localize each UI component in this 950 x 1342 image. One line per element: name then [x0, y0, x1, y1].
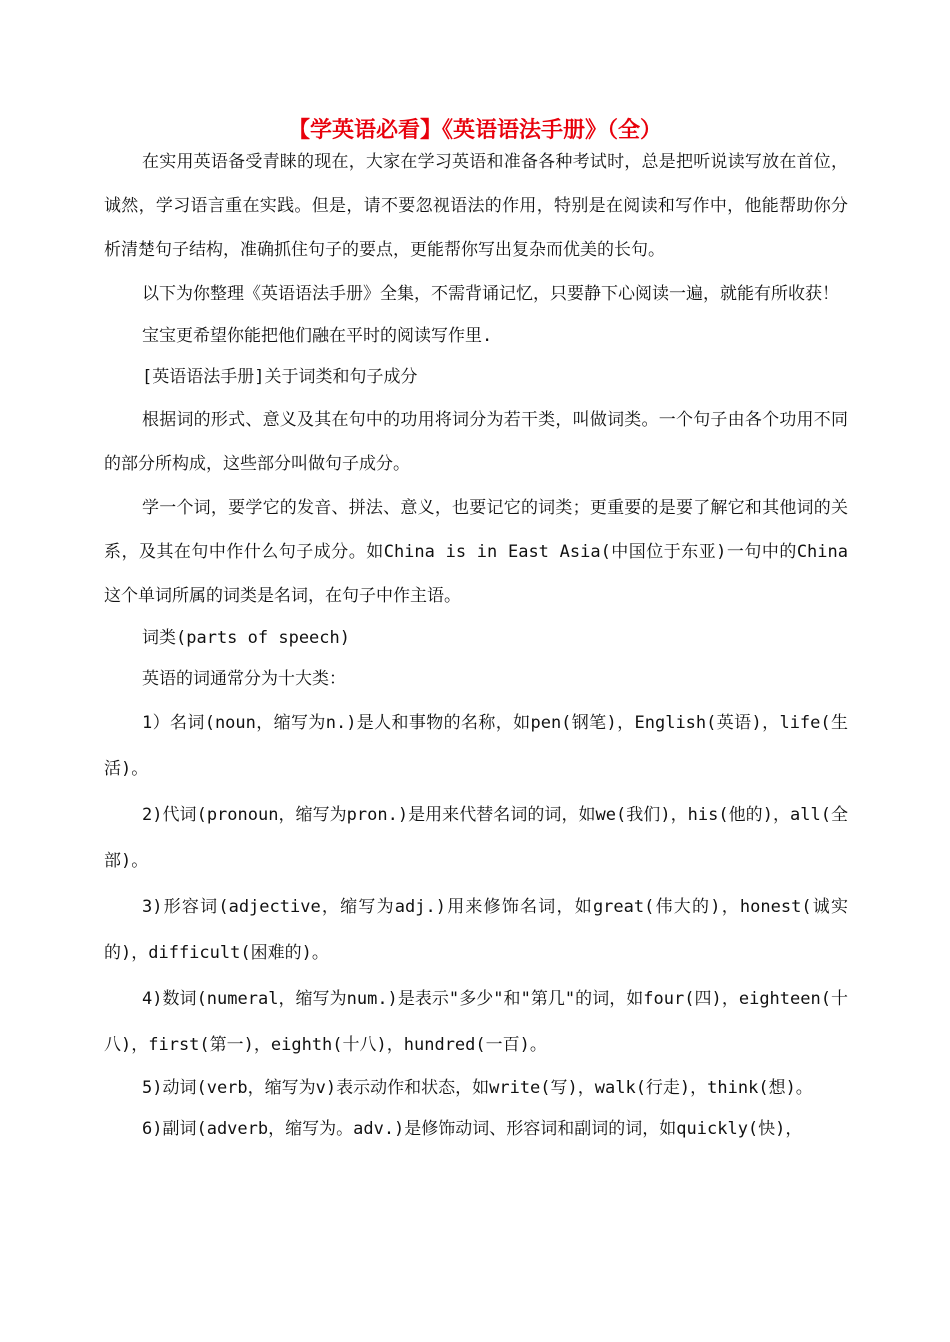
- paragraph-intro: 在实用英语备受青睐的现在，大家在学习英语和准备各种考试时，总是把听说读写放在首位，诚然，学习语言重在实践。但是，请不要忽视语法的作用，特别是在阅读和写作中，他能帮助你分析清楚句子结构，准确抓住句子的要点，更能帮你写出复杂而优美的长句。: [104, 152, 848, 260]
- document-title: 【学英语必看】《英语语法手册》（全）: [287, 117, 662, 143]
- paragraph-ten-classes: 英语的词通常分为十大类：: [142, 669, 346, 689]
- paragraph-collection: 以下为你整理《英语语法手册》全集，不需背诵记忆，只要静下心阅读一遍，就能有所收获！: [142, 284, 839, 304]
- list-item-adjective: 3)形容词(adjective，缩写为adj.)用来修饰名词，如great(伟大的)，honest(诚实的)，difficult(困难的)。: [104, 897, 848, 963]
- paragraph-hope: 宝宝更希望你能把他们融在平时的阅读写作里.: [142, 326, 493, 346]
- list-item-adverb: 6)副词(adverb，缩写为。adv.)是修饰动词、形容词和副词的词，如quickly(快)，: [142, 1119, 803, 1139]
- document-body: [104, 140, 848, 1150]
- paragraph-learning-words: 学一个词，要学它的发音、拼法、意义，也要记它的词类；更重要的是要了解它和其他词的关系，及其在句中作什么句子成分。如China is in East Asia(中国位于东亚)一句中的China这个单词所属的词类是名词，在句子中作主语。: [104, 498, 848, 606]
- subheading-parts-of-speech: 词类(parts of speech): [142, 628, 350, 648]
- list-item-verb: 5)动词(verb，缩写为v)表示动作和状态，如write(写)，walk(行走)，think(想)。: [142, 1078, 813, 1098]
- section-heading: [英语语法手册]关于词类和句子成分: [142, 367, 418, 387]
- paragraph-word-classes: 根据词的形式、意义及其在句中的功用将词分为若干类，叫做词类。一个句子由各个功用不同的部分所构成，这些部分叫做句子成分。: [104, 410, 848, 474]
- list-item-noun: 1）名词(noun，缩写为n.)是人和事物的名称，如pen(钢笔)，English(英语)，life(生活)。: [104, 713, 848, 779]
- list-item-numeral: 4)数词(numeral，缩写为num.)是表示"多少"和"第几"的词，如four(四)，eighteen(十八)，first(第一)，eighth(十八)，hundred(一百)。: [104, 989, 848, 1055]
- list-item-pronoun: 2)代词(pronoun，缩写为pron.)是用来代替名词的词，如we(我们)，his(他的)，all(全部)。: [104, 805, 848, 871]
